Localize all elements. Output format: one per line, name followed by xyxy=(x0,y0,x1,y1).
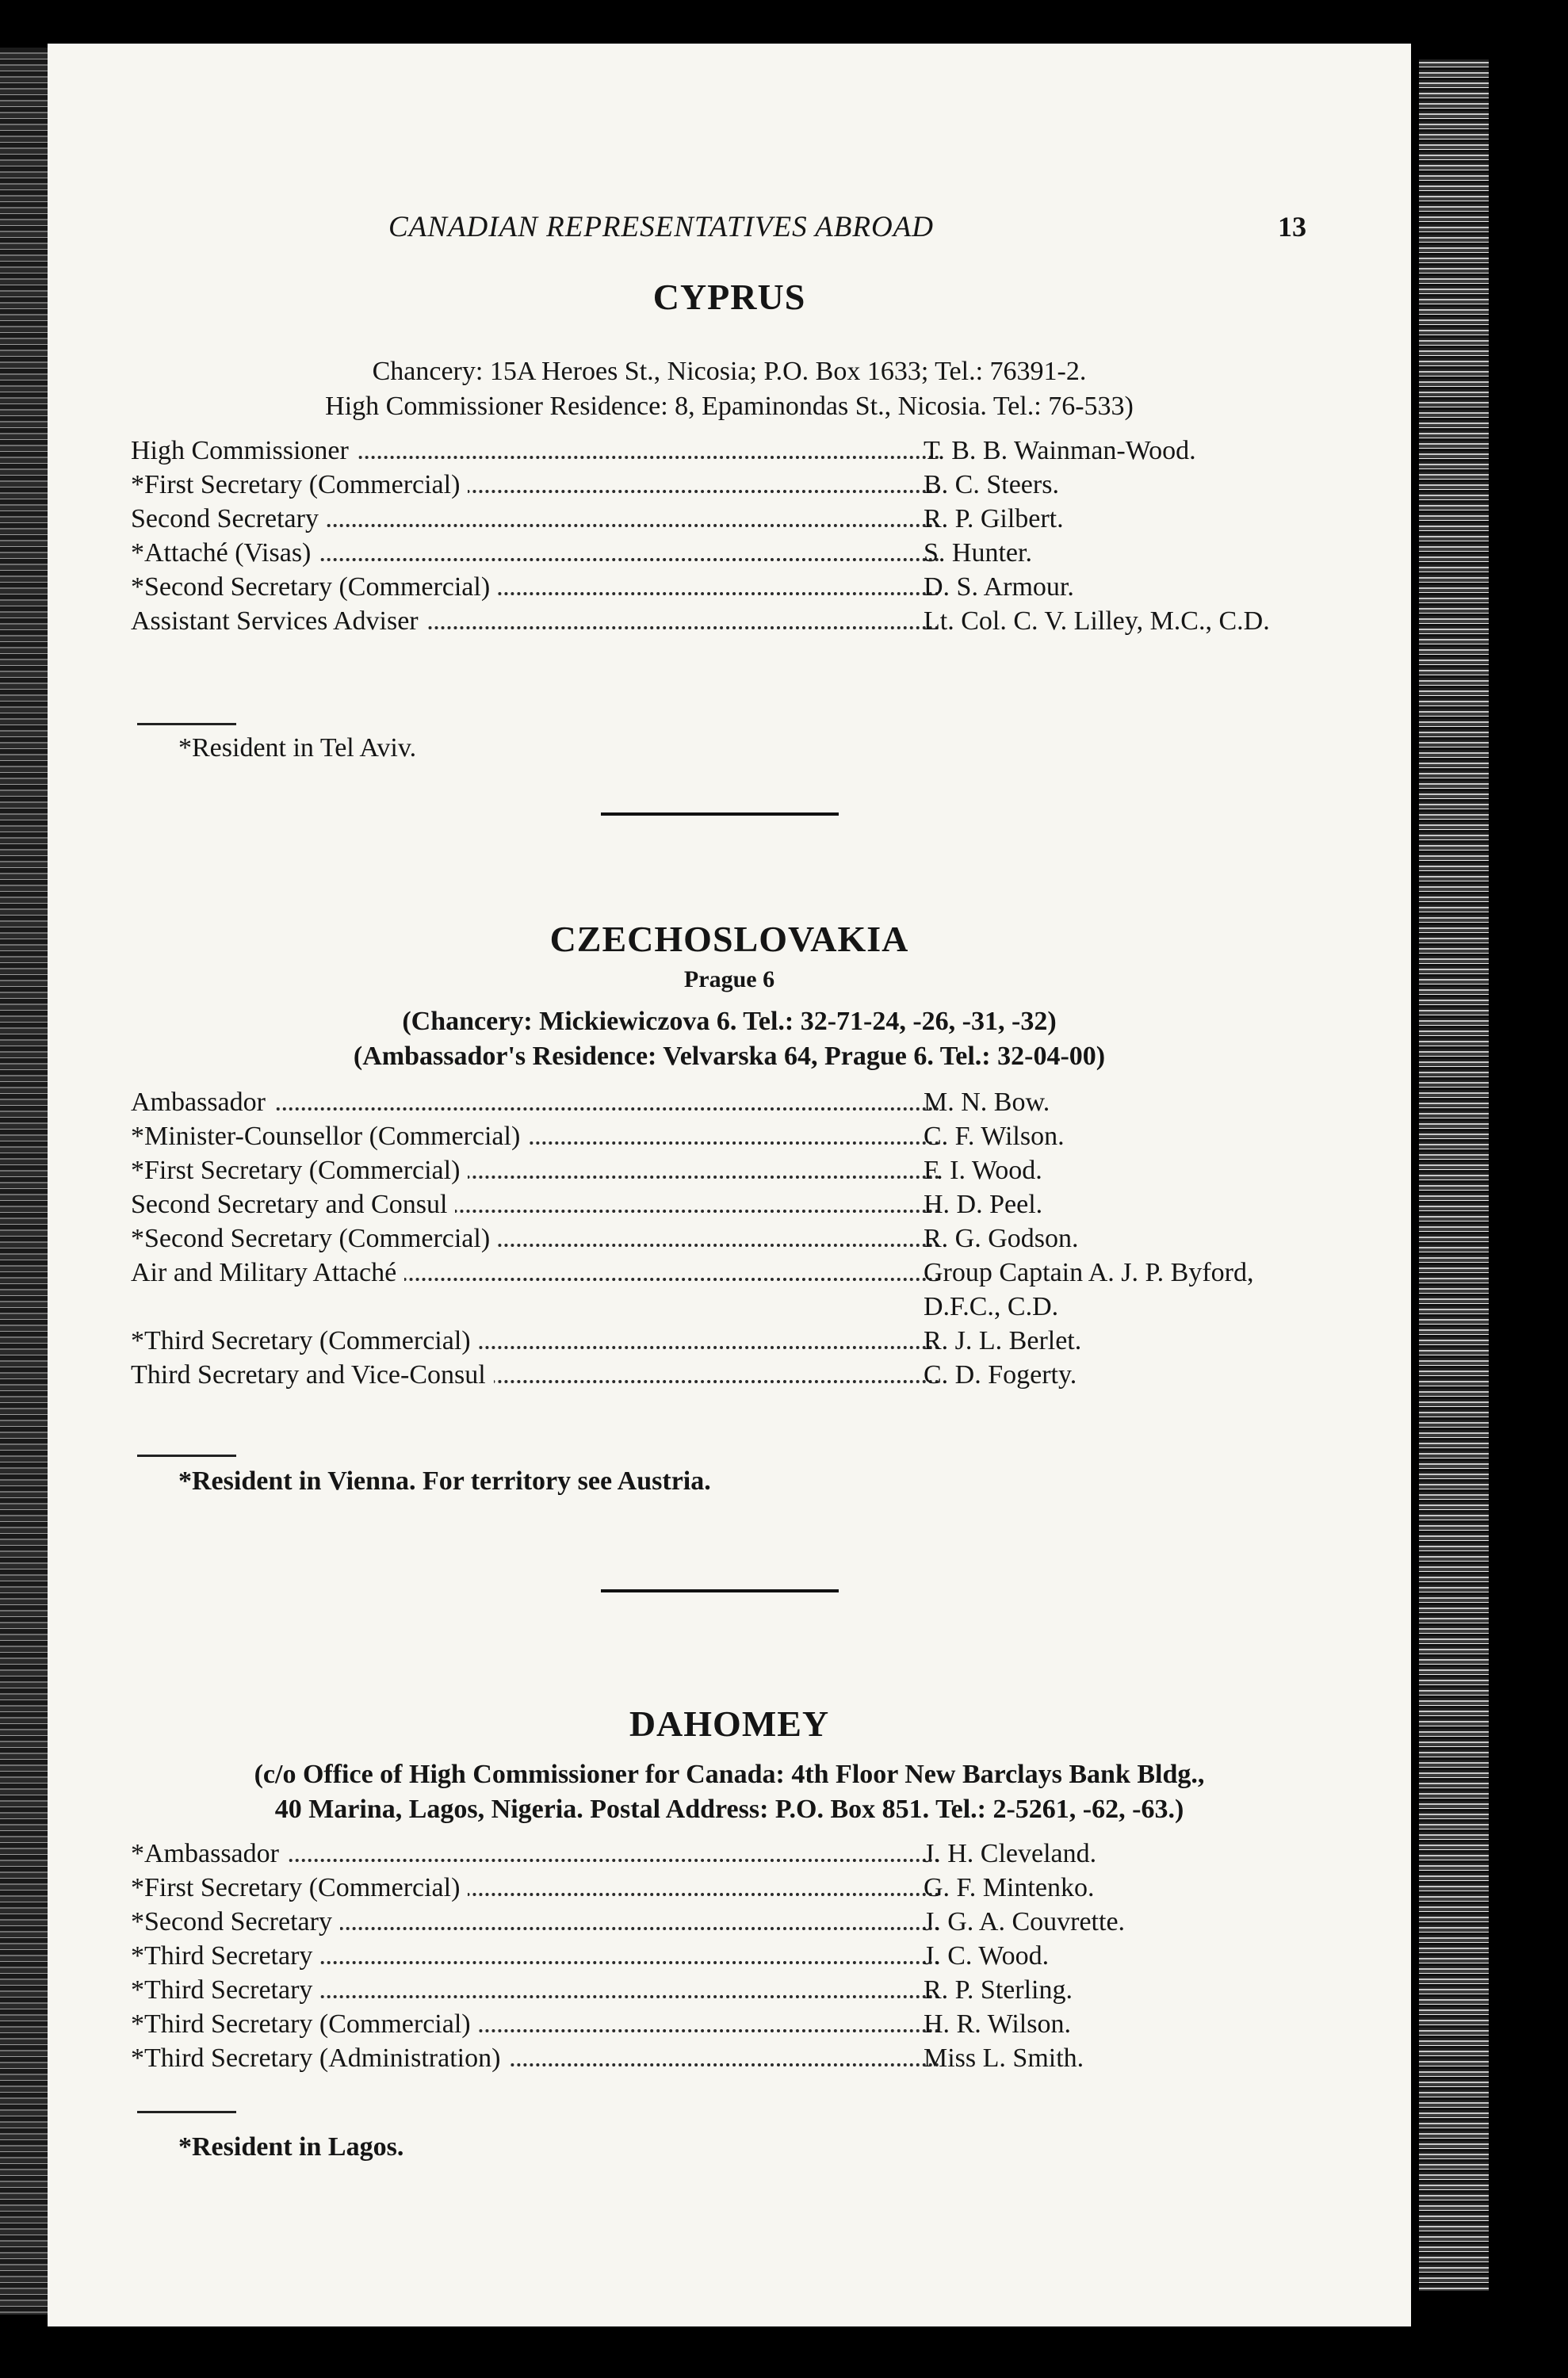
staff-name: J. C. Wood. xyxy=(924,1941,1050,1971)
footnote-rule xyxy=(137,723,236,725)
staff-row xyxy=(48,1119,1411,1153)
staff-name: J. H. Cleveland. xyxy=(924,1839,1097,1868)
staff-name: R. J. L. Berlet. xyxy=(924,1326,1082,1355)
staff-name: H. R. Wilson. xyxy=(924,2009,1071,2039)
staff-name: Miss L. Smith. xyxy=(924,2043,1084,2073)
address-line: 40 Marina, Lagos, Nigeria. Postal Address: P.O. Box 851. Tel.: 2-5261, -62, -63.) xyxy=(274,1795,1184,1824)
staff-row xyxy=(48,1871,1411,1905)
staff-name: M. N. Bow. xyxy=(924,1088,1050,1117)
staff-position: Air and Military Attaché xyxy=(131,1256,939,1290)
staff-name: R. G. Godson. xyxy=(924,1224,1079,1253)
staff-name: R. P. Gilbert. xyxy=(924,504,1064,533)
staff-position: *Third Secretary (Commercial) xyxy=(131,1324,939,1358)
staff-row xyxy=(48,1256,1411,1324)
section-cyprus xyxy=(48,273,1411,763)
footnote-rule xyxy=(137,1455,236,1457)
footnote-rule xyxy=(137,2111,236,2113)
staff-position: *First Secretary (Commercial) xyxy=(131,468,939,502)
footnote: *Resident in Vienna. For territory see Austria. xyxy=(178,1466,711,1496)
staff-position: *First Secretary (Commercial) xyxy=(131,1871,939,1905)
staff-row xyxy=(48,1187,1411,1221)
staff-position: Third Secretary and Vice-Consul xyxy=(131,1358,939,1392)
staff-position: *Second Secretary xyxy=(131,1905,939,1939)
staff-row xyxy=(48,434,1411,468)
staff-name: T. B. B. Wainman-Wood. xyxy=(924,436,1196,465)
staff-name: H. D. Peel. xyxy=(924,1190,1043,1219)
staff-row xyxy=(48,604,1411,672)
staff-position: *Second Secretary (Commercial) xyxy=(131,1221,939,1256)
section-divider xyxy=(601,812,839,816)
staff-position: *Attaché (Visas) xyxy=(131,536,939,570)
page-number: 13 xyxy=(1278,211,1306,243)
staff-name: Group Captain A. J. P. Byford, D.F.C., C.D. xyxy=(924,1258,1254,1321)
section-czechoslovakia xyxy=(48,916,1411,1496)
address-line: Chancery: 15A Heroes St., Nicosia; P.O. Box 1633; Tel.: 76391-2. xyxy=(372,357,1087,386)
staff-row xyxy=(48,1939,1411,1973)
staff-list xyxy=(48,1837,1411,2075)
staff-row xyxy=(48,1837,1411,1871)
staff-row xyxy=(48,1221,1411,1256)
staff-row xyxy=(48,468,1411,502)
address-line: (c/o Office of High Commissioner for Canada: 4th Floor New Barclays Bank Bldg., xyxy=(254,1760,1205,1789)
staff-name: S. Hunter. xyxy=(924,538,1032,568)
country-heading: CYPRUS xyxy=(652,277,806,317)
staff-position: Assistant Services Adviser xyxy=(131,604,939,638)
staff-row xyxy=(48,2007,1411,2041)
staff-position: Second Secretary and Consul xyxy=(131,1187,939,1221)
staff-row xyxy=(48,1085,1411,1119)
staff-row xyxy=(48,1905,1411,1939)
section-dahomey xyxy=(48,1700,1411,2162)
country-heading: CZECHOSLOVAKIA xyxy=(549,919,909,959)
staff-row xyxy=(48,502,1411,536)
address-line: (Chancery: Mickiewiczova 6. Tel.: 32-71-24, -26, -31, -32) xyxy=(402,1007,1057,1036)
staff-position: High Commissioner xyxy=(131,434,939,468)
address-block xyxy=(48,354,1411,424)
staff-position: *Third Secretary xyxy=(131,1939,939,1973)
staff-row xyxy=(48,1358,1411,1392)
staff-name: Lt. Col. C. V. Lilley, M.C., C.D. xyxy=(924,606,1270,636)
staff-name: C. F. Wilson. xyxy=(924,1122,1065,1151)
staff-name: C. D. Fogerty. xyxy=(924,1360,1077,1390)
staff-row xyxy=(48,1973,1411,2007)
book-binding-left xyxy=(0,48,48,2315)
staff-name: R. P. Sterling. xyxy=(924,1975,1073,2005)
staff-position: *First Secretary (Commercial) xyxy=(131,1153,939,1187)
staff-name: J. G. A. Couvrette. xyxy=(924,1907,1126,1936)
footnote: *Resident in Tel Aviv. xyxy=(178,733,417,763)
staff-row xyxy=(48,1153,1411,1187)
staff-position: *Third Secretary (Administration) xyxy=(131,2041,939,2075)
section-divider xyxy=(601,1589,839,1592)
running-title: CANADIAN REPRESENTATIVES ABROAD xyxy=(388,211,935,243)
staff-name: B. C. Steers. xyxy=(924,470,1059,499)
book-binding-right xyxy=(1419,59,1489,2291)
staff-row xyxy=(48,1324,1411,1358)
staff-name: F. I. Wood. xyxy=(924,1156,1042,1185)
footnote: *Resident in Lagos. xyxy=(178,2132,404,2162)
staff-position: *Third Secretary (Commercial) xyxy=(131,2007,939,2041)
staff-position: *Minister-Counsellor (Commercial) xyxy=(131,1119,939,1153)
staff-name: G. F. Mintenko. xyxy=(924,1873,1095,1902)
staff-row xyxy=(48,2041,1411,2075)
staff-position: *Second Secretary (Commercial) xyxy=(131,570,939,604)
staff-position: Ambassador xyxy=(131,1085,939,1119)
staff-list xyxy=(48,434,1411,672)
address-block xyxy=(48,1004,1411,1074)
city-subheading: Prague 6 xyxy=(683,966,775,992)
running-head xyxy=(48,210,1411,258)
address-line: (Ambassador's Residence: Velvarska 64, Prague 6. Tel.: 32-04-00) xyxy=(353,1042,1106,1071)
staff-row xyxy=(48,570,1411,604)
staff-position: *Third Secretary xyxy=(131,1973,939,2007)
book-page xyxy=(48,44,1411,2326)
staff-row xyxy=(48,536,1411,570)
country-heading: DAHOMEY xyxy=(629,1703,830,1744)
address-line: High Commissioner Residence: 8, Epaminondas St., Nicosia. Tel.: 76-533) xyxy=(325,392,1134,421)
address-block xyxy=(48,1757,1411,1827)
staff-position: *Ambassador xyxy=(131,1837,939,1871)
staff-name: D. S. Armour. xyxy=(924,572,1074,602)
staff-position: Second Secretary xyxy=(131,502,939,536)
staff-list xyxy=(48,1085,1411,1392)
